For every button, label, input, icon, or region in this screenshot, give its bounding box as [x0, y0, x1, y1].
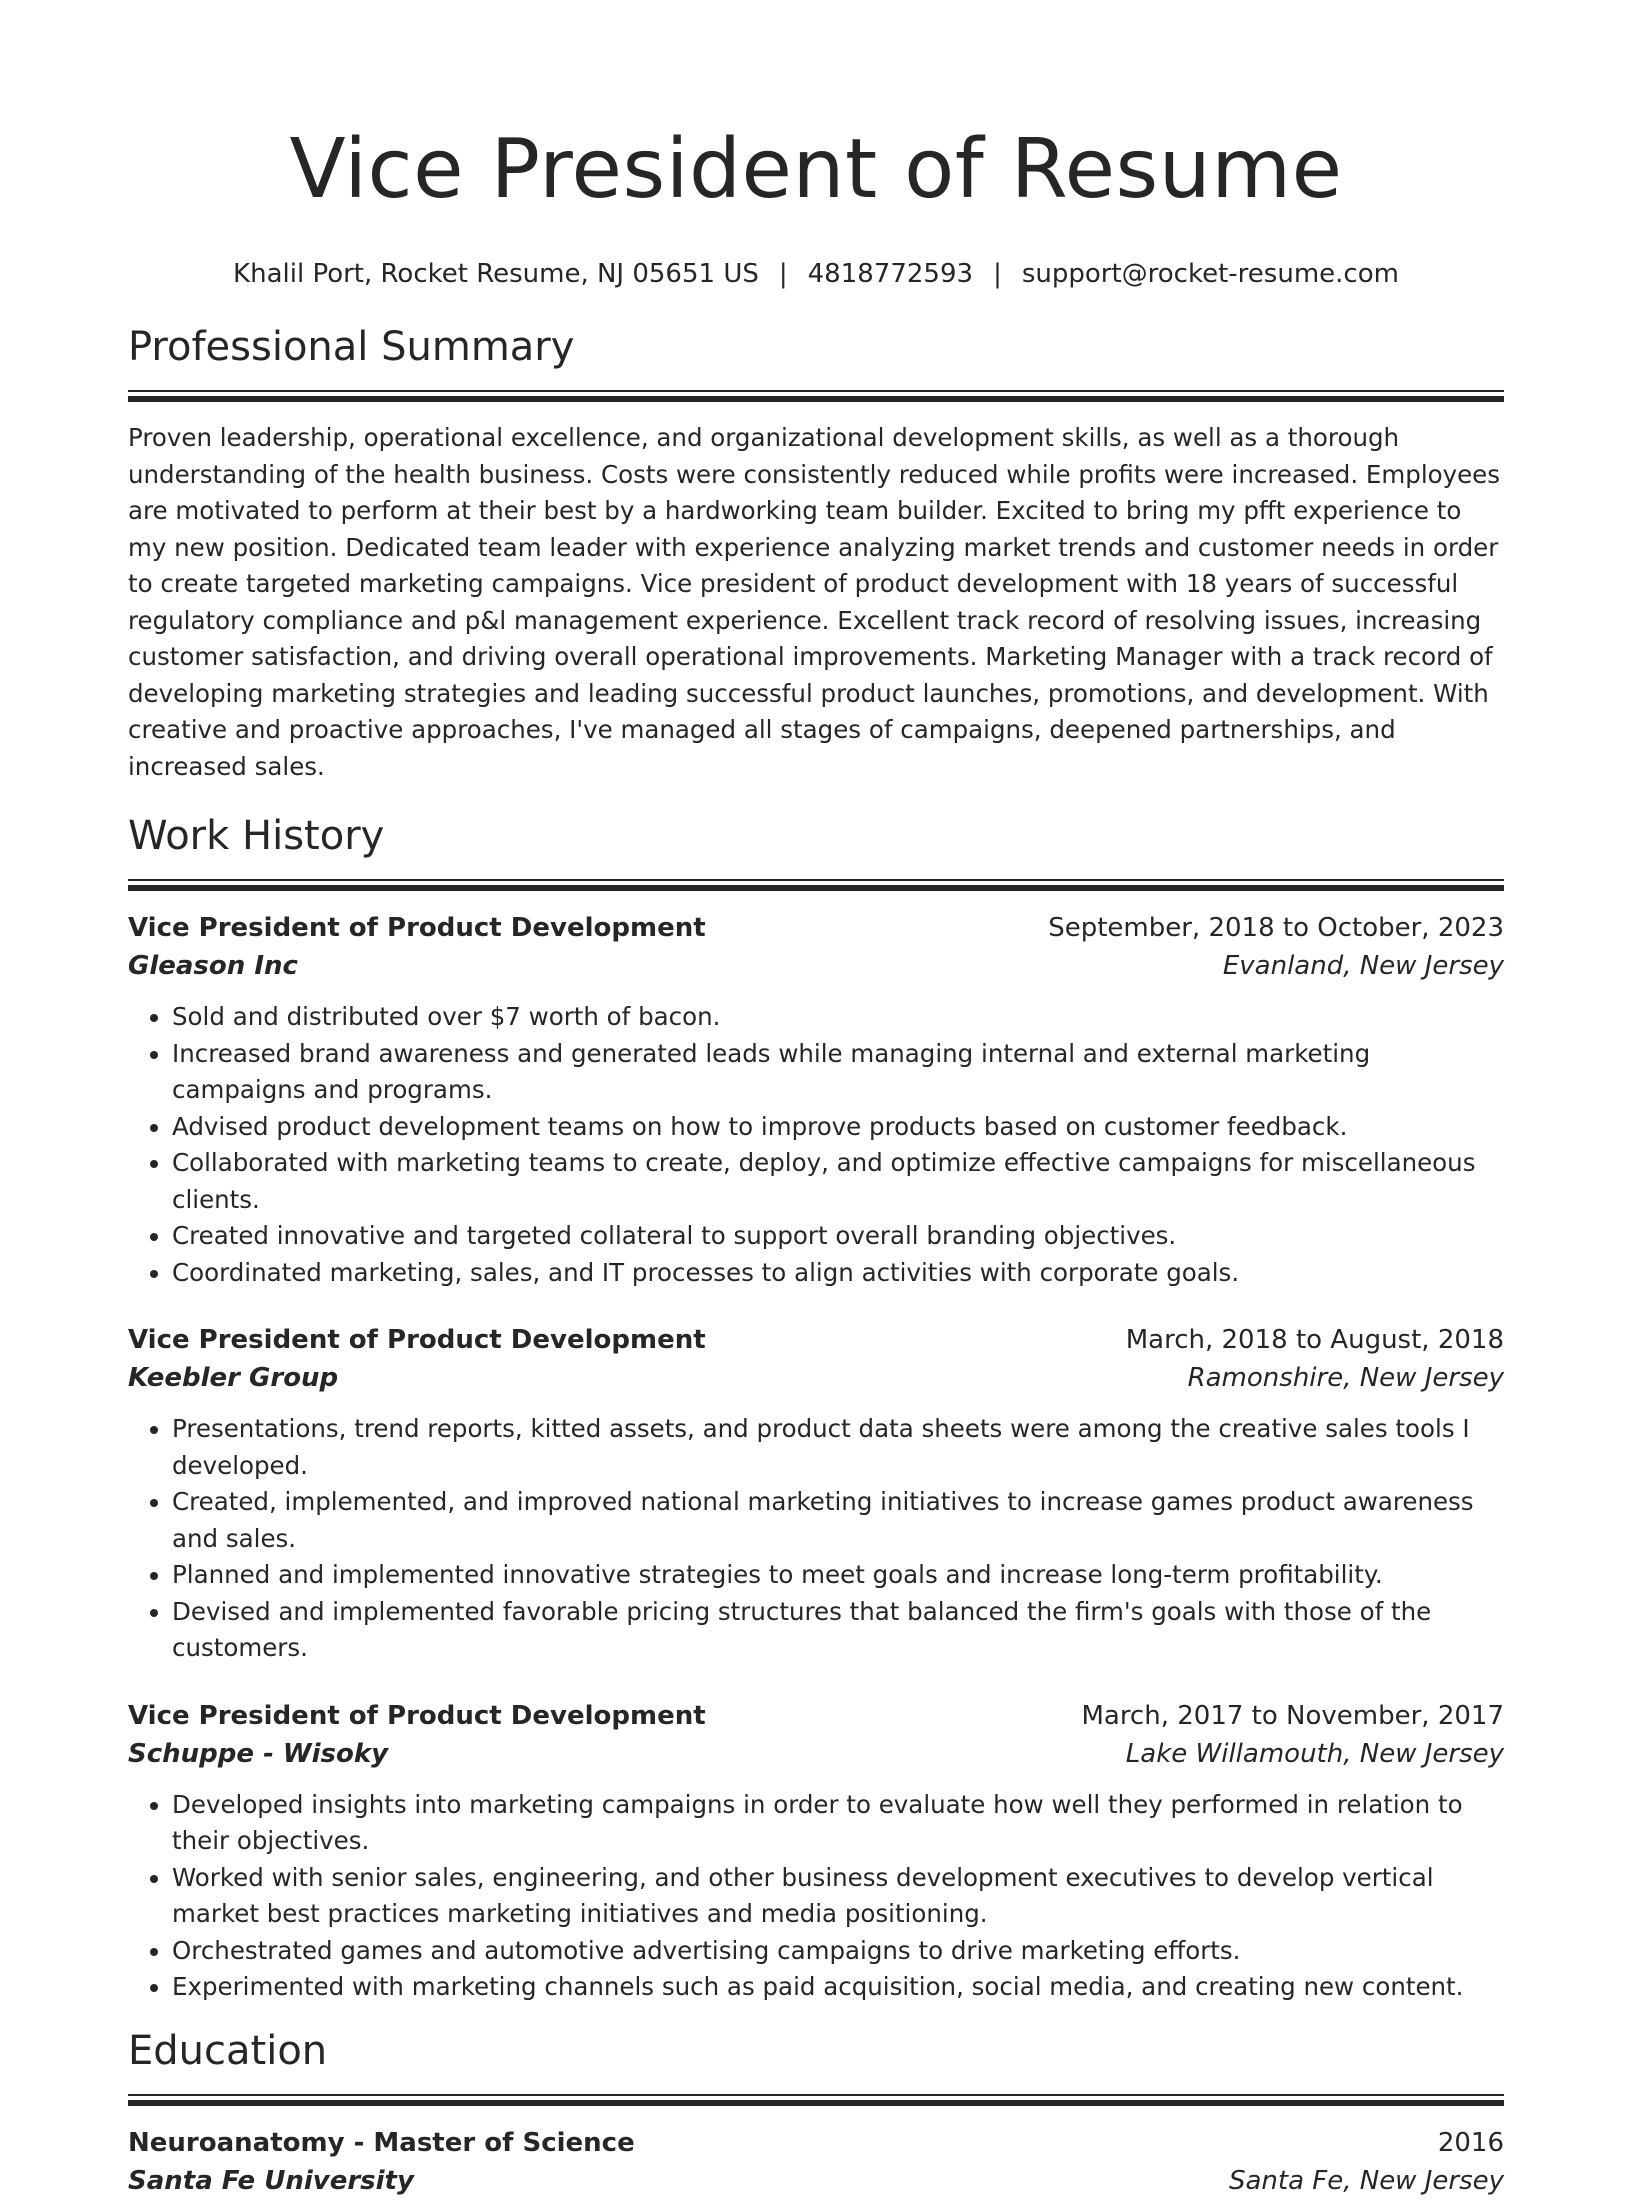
job-title: Vice President of Product Development — [128, 913, 706, 943]
contact-line — [128, 256, 1504, 292]
job-bullet: • Sold and distributed over $7 worth of bacon. — [172, 999, 1504, 1036]
job-location: Lake Willamouth, New Jersey — [1125, 1738, 1504, 1769]
education-school-row — [128, 2162, 1504, 2200]
job-header-row — [128, 1321, 1504, 1359]
job-entry — [128, 909, 1504, 1291]
education-school: Santa Fe University — [128, 2165, 414, 2196]
job-title: Vice President of Product Development — [128, 1700, 706, 1731]
job-entry — [128, 1321, 1504, 1667]
education-entry — [128, 2124, 1504, 2200]
work-history-heading: Work History — [128, 813, 385, 859]
summary-section — [128, 322, 1504, 785]
job-bullet: • Orchestrated games and automotive advertising campaigns to drive marketing efforts. — [172, 1933, 1504, 1970]
job-company-row — [128, 947, 1504, 985]
job-bullet: • Developed insights into marketing campaigns in order to evaluate how well they performed in relation to their objectives. — [172, 1787, 1504, 1860]
job-company-row — [128, 1735, 1504, 1773]
work-history-section — [128, 811, 1504, 2006]
job-bullet: • Increased brand awareness and generated leads while managing internal and external marketing campaigns and programs. — [172, 1036, 1504, 1109]
job-bullet: • Experimented with marketing channels such as paid acquisition, social media, and creating new content. — [172, 1969, 1504, 2006]
job-bullet: • Advised product development teams on how to improve products based on customer feedback. — [172, 1109, 1504, 1146]
summary-text: Proven leadership, operational excellence, and organizational development skills, as well as a thorough understanding of the health business. Costs were consistently reduced while profits were increased. Employees are motivated to perform at their best by a hardworking team builder. Excited to bring my pfft experience to my new position. Dedicated team leader with experience analyzing market trends and customer needs in order to create targeted marketing campaigns. Vice president of product development with 18 years of successful regulatory compliance and p&l management experience. Excellent track record of resolving issues, increasing customer satisfaction, and driving overall operational improvements. Marketing Manager with a track record of developing marketing strategies and leading successful product launches, promotions, and development. With creative and proactive approaches, I've managed all stages of campaigns, deepened partnerships, and increased sales. — [128, 423, 1501, 781]
job-bullets — [128, 1411, 1504, 1667]
job-company-row — [128, 1359, 1504, 1397]
summary-heading: Professional Summary — [128, 324, 575, 370]
contact-email: support@rocket-resume.com — [1021, 259, 1399, 289]
job-bullet: • Coordinated marketing, sales, and IT processes to align activities with corporate goals. — [172, 1255, 1504, 1292]
education-section — [128, 2026, 1504, 2200]
job-bullet: • Planned and implemented innovative strategies to meet goals and increase long-term profitability. — [172, 1557, 1504, 1594]
job-bullets — [128, 1787, 1504, 2006]
job-location: Evanland, New Jersey — [1222, 951, 1504, 981]
job-company: Keebler Group — [128, 1363, 339, 1393]
job-company: Gleason Inc — [128, 951, 298, 981]
contact-separator: | — [778, 259, 788, 289]
education-year: 2016 — [1437, 2127, 1504, 2158]
contact-address: Khalil Port, Rocket Resume, NJ 05651 US — [233, 259, 759, 289]
education-heading: Education — [128, 2027, 328, 2074]
job-bullet: • Devised and implemented favorable pricing structures that balanced the firm's goals with those of the customers. — [172, 1594, 1504, 1667]
contact-phone: 4818772593 — [807, 259, 974, 289]
job-entry — [128, 1697, 1504, 2006]
job-dates: March, 2017 to November, 2017 — [1081, 1700, 1504, 1731]
education-header-row — [128, 2124, 1504, 2162]
job-location: Ramonshire, New Jersey — [1187, 1363, 1504, 1393]
section-divider — [128, 390, 1504, 402]
job-bullet: • Collaborated with marketing teams to create, deploy, and optimize effective campaigns for miscellaneous clients. — [172, 1145, 1504, 1218]
education-location: Santa Fe, New Jersey — [1228, 2165, 1504, 2196]
job-dates: September, 2018 to October, 2023 — [1048, 913, 1504, 943]
resume-name: Vice President of Resume — [289, 122, 1343, 217]
job-header-row — [128, 909, 1504, 947]
job-header-row — [128, 1697, 1504, 1735]
section-divider — [128, 879, 1504, 891]
job-company: Schuppe - Wisoky — [128, 1738, 389, 1769]
job-bullet: • Created, implemented, and improved national marketing initiatives to increase games product awareness and sales. — [172, 1484, 1504, 1557]
job-bullets — [128, 999, 1504, 1291]
job-bullet: • Worked with senior sales, engineering, and other business development executives to develop vertical market best practices marketing initiatives and media positioning. — [172, 1860, 1504, 1933]
job-bullet: • Created innovative and targeted collateral to support overall branding objectives. — [172, 1218, 1504, 1255]
education-degree: Neuroanatomy - Master of Science — [128, 2127, 635, 2158]
job-title: Vice President of Product Development — [128, 1325, 706, 1355]
job-dates: March, 2018 to August, 2018 — [1125, 1325, 1504, 1355]
contact-separator: | — [993, 259, 1002, 289]
job-bullet: • Presentations, trend reports, kitted assets, and product data sheets were among the creative sales tools I developed. — [172, 1411, 1504, 1484]
section-divider — [128, 2094, 1504, 2106]
